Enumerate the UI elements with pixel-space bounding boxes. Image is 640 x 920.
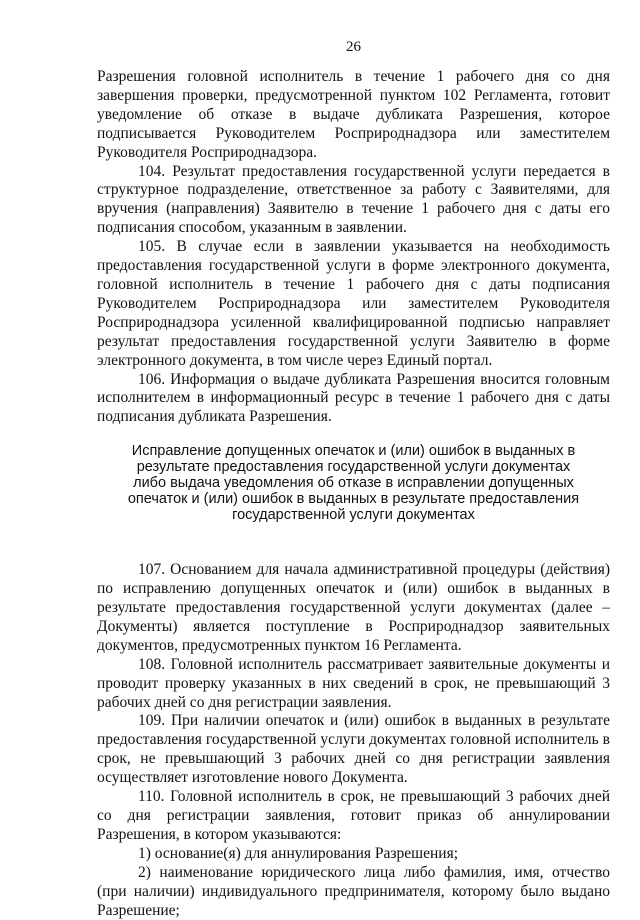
paragraph-110: 110. Головной исполнитель в срок, не превышающий 3 рабочих дней со дня регистрации заявления, готовит приказ об аннулировании Разрешения, в котором указываются: [97,788,610,843]
paragraph-109: 109. При наличии опечаток и (или) ошибок в выданных в результате предоставления государственной услуги документах головной исполнитель в срок, не превышающий 3 рабочих дней со дня регистрации заявления осуществляет изготовление нового Документа. [97,712,610,787]
paragraph-105: 105. В случае если в заявлении указывается на необходимость предоставления государственной услуги в форме электронного документа, головной исполнитель в течение 1 рабочего дня с даты подписания Руководителем Росприроднадзора или заместителем Руководителя Росприроднадзора усиленной квалифицированной подписью направляет результат предоставления государственной услуги Заявителю в форме электронного документа, в том числе через Единый портал. [97,238,610,369]
paragraph-108: 108. Головной исполнитель рассматривает заявительные документы и проводит проверку указанных в них сведений в срок, не превышающий 3 рабочих дней со дня регистрации заявления. [97,655,610,711]
page-number: 26 [346,39,361,55]
paragraph-104: 104. Результат предоставления государственной услуги передается в структурное подразделение, ответственное за работу с Заявителями, для вручения (направления) Заявителю в течение 1 рабочего дня с даты его подписания способом, указанным в заявлении. [97,162,610,237]
list-item-1: 1) основание(я) для аннулирования Разрешения; [138,844,459,862]
paragraph-107: 107. Основанием для начала административной процедуры (действия) по исправлению допущенных опечаток и (или) ошибок в выданных в результате предоставления государственной услуги документах (далее – Документы) является поступление в Росприроднадзор заявительных документов, предусмотренных пунктом 16 Регламента. [97,561,610,654]
list-item-2: 2) наименование юридического лица либо фамилия, имя, отчество (при наличии) индивидуального предпринимателя, которому было выдано Разрешение; [97,863,610,919]
paragraph-103-continuation: Разрешения головной исполнитель в течение 1 рабочего дня со дня завершения проверки, предусмотренной пунктом 102 Регламента, готовит уведомление об отказе в выдаче дубликата Разрешения, которое подписывается Руководителем Росприроднадзора или заместителем Руководителя Росприроднадзора. [97,68,610,161]
section-heading: Исправление допущенных опечаток и (или) ошибок в выданных в результате предоставления государственной услуги документах либо выдача уведомления об отказе в исправлении допущенных опечаток и (или) ошибок в выданных в результате предоставления государственной услуги документах [127,443,580,524]
paragraph-106: 106. Информация о выдаче дубликата Разрешения вносится головным исполнителем в информационный ресурс в течение 1 рабочего дня с даты подписания дубликата Разрешения. [97,370,610,426]
